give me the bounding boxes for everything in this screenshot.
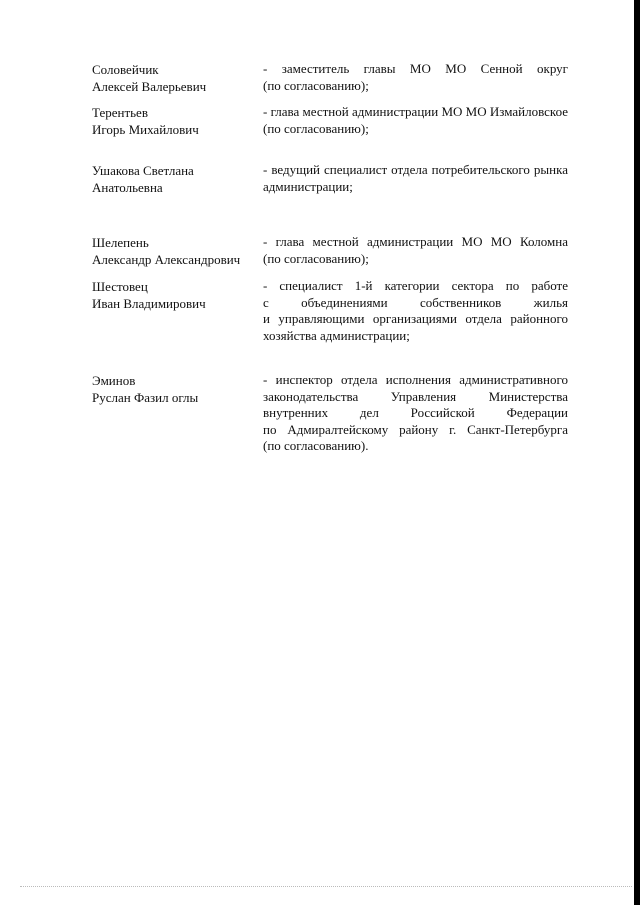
name-line: Шелепень xyxy=(92,235,149,250)
member-role xyxy=(263,234,568,267)
role-line: хозяйства администрации; xyxy=(263,327,410,343)
role-line: - специалист 1-й категории сектора по работе xyxy=(263,278,568,293)
name-line: Руслан Фазил оглы xyxy=(92,390,199,405)
name-line: Эминов xyxy=(92,373,136,388)
member-name xyxy=(92,234,257,268)
member-role xyxy=(263,61,568,94)
member-name xyxy=(92,104,257,138)
name-line: Александр Александрович xyxy=(92,252,241,267)
name-line: Игорь Михайлович xyxy=(92,122,199,137)
role-line: - заместитель главы МО МО Сенной округ xyxy=(263,61,568,76)
member-role xyxy=(263,104,568,137)
role-line: - глава местной администрации МО МО Коломна xyxy=(263,234,568,249)
member-role xyxy=(263,162,568,195)
name-line: Терентьев xyxy=(92,105,148,120)
role-line: законодательства Управления Министерства xyxy=(263,388,568,404)
role-line: (по согласованию); xyxy=(263,120,369,136)
name-line: Шестовец xyxy=(92,279,148,294)
role-line: внутренних дел Российской Федерации xyxy=(263,405,568,420)
role-line: (по согласованию). xyxy=(263,438,369,453)
member-name xyxy=(92,278,257,312)
name-line: Соловейчик xyxy=(92,62,159,77)
name-line: Иван Владимирович xyxy=(92,296,206,311)
name-line: Алексей Валерьевич xyxy=(92,79,207,94)
role-line: с объединениями собственников жилья xyxy=(263,294,568,310)
member-name xyxy=(92,61,257,95)
role-line: (по согласованию); xyxy=(263,250,369,266)
member-role xyxy=(263,372,568,455)
name-line: Анатольевна xyxy=(92,180,163,195)
member-name xyxy=(92,372,257,406)
scan-speckle xyxy=(20,885,632,887)
member-role xyxy=(263,278,568,344)
member-name xyxy=(92,162,257,196)
role-line: и управляющими организациями отдела районного xyxy=(263,311,568,326)
role-line: по Адмиралтейскому району г. Санкт-Петербурга xyxy=(263,421,568,437)
role-line: (по согласованию); xyxy=(263,77,369,93)
role-line: - ведущий специалист отдела потребительского рынка xyxy=(263,162,568,177)
scan-edge xyxy=(634,0,640,905)
role-line: - глава местной администрации МО МО Измайловское xyxy=(263,104,568,119)
role-line: администрации; xyxy=(263,178,353,194)
role-line: - инспектор отдела исполнения административного xyxy=(263,372,568,387)
name-line: Ушакова Светлана xyxy=(92,163,194,178)
